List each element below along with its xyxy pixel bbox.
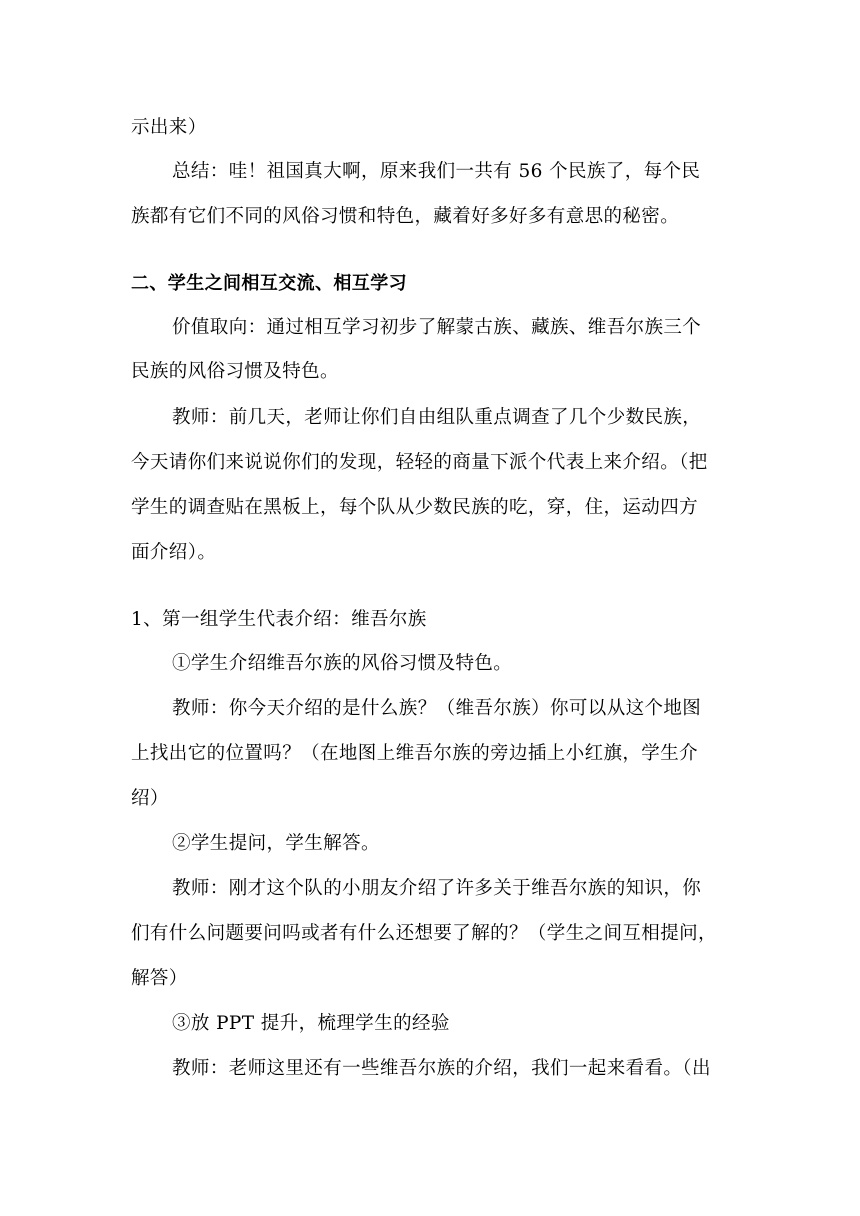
value-orientation-paragraph: 价值取向：通过相互学习初步了解蒙古族、藏族、维吾尔族三个 (172, 317, 702, 338)
teacher-paragraph: 教师：刚才这个队的小朋友介绍了许多关于维吾尔族的知识，你 (172, 878, 702, 899)
text-line: 们有什么问题要问吗或者有什么还想要了解的？（学生之间互相提问， (131, 923, 717, 944)
step-item: ②学生提问，学生解答。 (172, 833, 380, 854)
step-item: ①学生介绍维吾尔族的风俗习惯及特色。 (172, 653, 513, 674)
text-line: 今天请你们来说说你们的发现，轻轻的商量下派个代表上来介绍。（把 (131, 452, 708, 473)
text-line: 学生的调查贴在黑板上，每个队从少数民族的吃，穿，住，运动四方 (131, 497, 699, 518)
section-heading: 二、学生之间相互交流、相互学习 (131, 273, 407, 294)
text-line: 面介绍）。 (131, 542, 217, 563)
teacher-paragraph: 教师：前几天，老师让你们自由组队重点调查了几个少数民族， (172, 407, 702, 428)
text-line: 上找出它的位置吗？（在地图上维吾尔族的旁边插上小红旗，学生介 (131, 743, 699, 764)
text-line: 绍） (131, 788, 169, 809)
text-line: 族都有它们不同的风俗习惯和特色，藏着好多好多有意思的秘密。 (131, 206, 680, 227)
text-line: 解答） (131, 968, 188, 989)
teacher-paragraph: 教师：你今天介绍的是什么族？（维吾尔族）你可以从这个地图 (172, 698, 702, 719)
subsection-heading: 1、第一组学生代表介绍：维吾尔族 (131, 609, 427, 630)
text-line: 民族的风俗习惯及特色。 (131, 361, 339, 382)
text-line: 示出来） (131, 117, 207, 138)
step-item: ③放 PPT 提升，梳理学生的经验 (172, 1013, 450, 1034)
teacher-paragraph: 教师：老师这里还有一些维吾尔族的介绍，我们一起来看看。（出 (172, 1058, 711, 1079)
summary-paragraph: 总结：哇！祖国真大啊，原来我们一共有 56 个民族了，每个民 (172, 161, 701, 182)
